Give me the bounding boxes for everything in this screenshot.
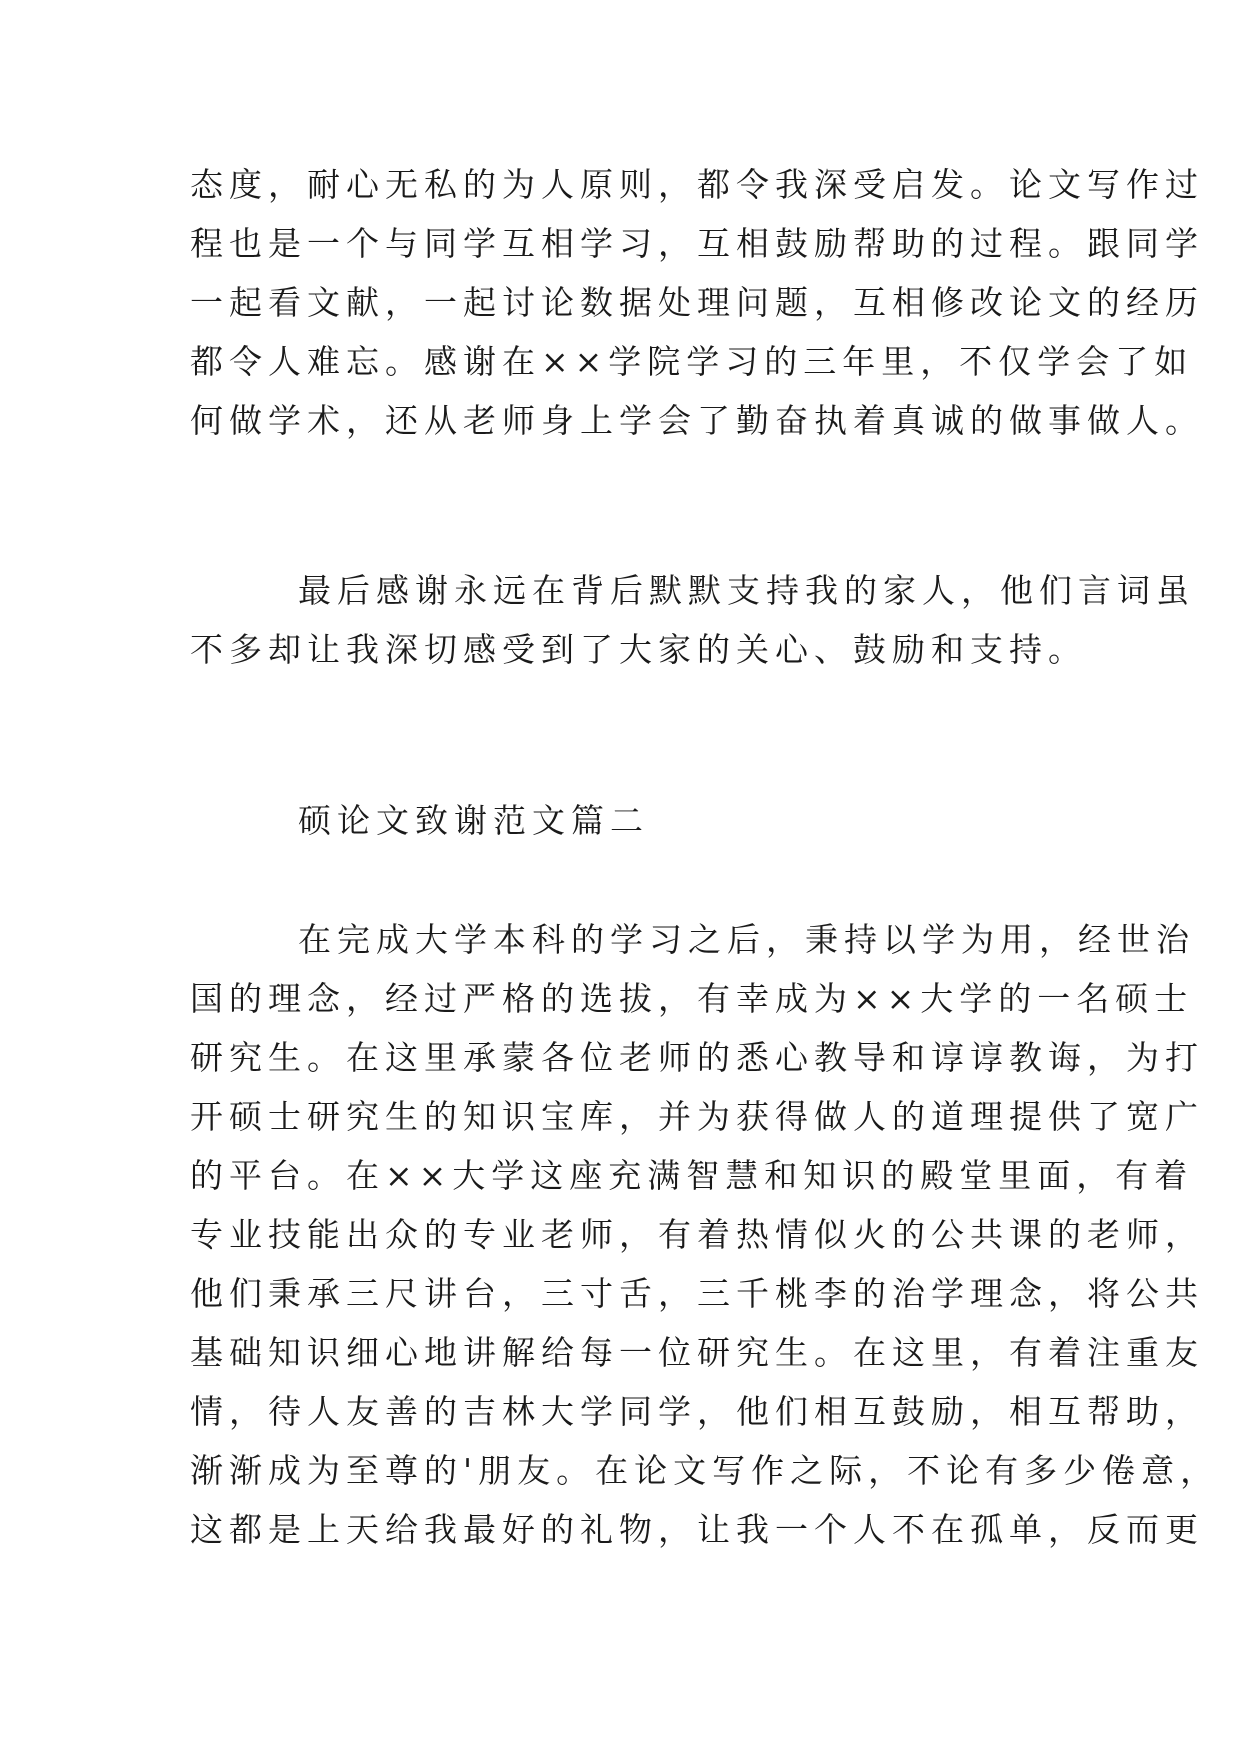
text-line: 这都是上天给我最好的礼物，让我一个人不在孤单，反而更	[190, 1510, 1204, 1549]
text-line: 他们秉承三尺讲台，三寸舌，三千桃李的治学理念，将公共	[190, 1274, 1204, 1313]
text-line: 专业技能出众的专业老师，有着热情似火的公共课的老师，	[190, 1215, 1204, 1254]
text-line: 渐渐成为至尊的'朋友。在论文写作之际，不论有多少倦意，	[190, 1451, 1220, 1490]
text-line: 基础知识细心地讲解给每一位研究生。在这里，有着注重友	[190, 1333, 1204, 1372]
text-line: 国的理念，经过严格的选拔，有幸成为××大学的一名硕士	[190, 979, 1194, 1018]
text-line: 情，待人友善的吉林大学同学，他们相互鼓励，相互帮助，	[190, 1392, 1204, 1431]
section-heading: 硕论文致谢范文篇二	[298, 801, 649, 840]
text-line: 研究生。在这里承蒙各位老师的悉心教导和谆谆教诲，为打	[190, 1038, 1204, 1077]
paragraph-continued	[190, 155, 1204, 450]
text-line: 程也是一个与同学互相学习，互相鼓励帮助的过程。跟同学	[190, 224, 1204, 263]
text-line: 开硕士研究生的知识宝库，并为获得做人的道理提供了宽广	[190, 1097, 1204, 1136]
text-line: 的平台。在××大学这座充满智慧和知识的殿堂里面，有着	[190, 1156, 1194, 1195]
text-line: 在完成大学本科的学习之后，秉持以学为用，经世治	[298, 920, 1195, 959]
paragraph-second	[190, 910, 1220, 1559]
text-line: 何做学术，还从老师身上学会了勤奋执着真诚的做事做人。	[190, 401, 1204, 440]
text-line: 不多却让我深切感受到了大家的关心、鼓励和支持。	[190, 630, 1087, 669]
paragraph-family-thanks	[190, 561, 1195, 679]
text-line: 都令人难忘。感谢在××学院学习的三年里，不仅学会了如	[190, 342, 1194, 381]
section-heading-block	[190, 791, 1070, 850]
text-line: 最后感谢永远在背后默默支持我的家人，他们言词虽	[298, 571, 1195, 610]
text-line: 一起看文献，一起讨论数据处理问题，互相修改论文的经历	[190, 283, 1204, 322]
text-line: 态度，耐心无私的为人原则，都令我深受启发。论文写作过	[190, 165, 1204, 204]
